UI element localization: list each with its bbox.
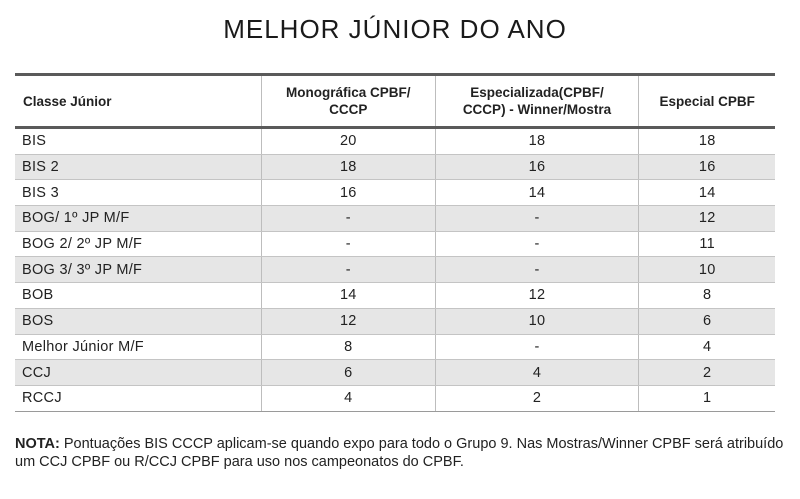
cell-classe: Melhor Júnior M/F <box>15 334 262 360</box>
cell-classe: BIS 3 <box>15 180 262 206</box>
cell-monografica: 12 <box>262 308 436 334</box>
cell-monografica: - <box>262 257 436 283</box>
table-row <box>15 257 775 283</box>
cell-monografica: 8 <box>262 334 436 360</box>
cell-especializada: 16 <box>435 154 639 180</box>
cell-especializada: - <box>435 257 639 283</box>
cell-especial: 14 <box>639 180 775 206</box>
cell-monografica: 6 <box>262 360 436 386</box>
table-row <box>15 206 775 232</box>
cell-monografica: 4 <box>262 385 436 411</box>
cell-especial: 2 <box>639 360 775 386</box>
cell-classe: BOB <box>15 283 262 309</box>
cell-especial: 16 <box>639 154 775 180</box>
scores-table <box>15 73 775 412</box>
table-row <box>15 308 775 334</box>
cell-especial: 18 <box>639 128 775 155</box>
cell-especial: 1 <box>639 385 775 411</box>
cell-especializada: 2 <box>435 385 639 411</box>
column-header-especial: Especial CPBF <box>639 75 775 128</box>
cell-classe: BIS <box>15 128 262 155</box>
table-row <box>15 180 775 206</box>
cell-especializada: 10 <box>435 308 639 334</box>
cell-especial: 8 <box>639 283 775 309</box>
cell-classe: BIS 2 <box>15 154 262 180</box>
cell-especial: 6 <box>639 308 775 334</box>
cell-monografica: 20 <box>262 128 436 155</box>
column-header-especializada: Especializada(CPBF/ CCCP) - Winner/Mostra <box>435 75 639 128</box>
cell-classe: BOG 3/ 3º JP M/F <box>15 257 262 283</box>
cell-classe: BOG/ 1º JP M/F <box>15 206 262 232</box>
cell-especializada: - <box>435 231 639 257</box>
cell-monografica: - <box>262 206 436 232</box>
cell-especializada: - <box>435 206 639 232</box>
table-row <box>15 231 775 257</box>
cell-monografica: 18 <box>262 154 436 180</box>
cell-especializada: 14 <box>435 180 639 206</box>
cell-classe: CCJ <box>15 360 262 386</box>
table-row <box>15 128 775 155</box>
cell-especializada: - <box>435 334 639 360</box>
column-header-classe: Classe Júnior <box>15 75 262 128</box>
cell-especializada: 18 <box>435 128 639 155</box>
cell-especial: 10 <box>639 257 775 283</box>
cell-classe: BOS <box>15 308 262 334</box>
cell-especial: 12 <box>639 206 775 232</box>
table-row <box>15 154 775 180</box>
cell-especial: 4 <box>639 334 775 360</box>
table-row <box>15 360 775 386</box>
table-row <box>15 283 775 309</box>
cell-classe: BOG 2/ 2º JP M/F <box>15 231 262 257</box>
footnote <box>15 435 785 471</box>
cell-classe: RCCJ <box>15 385 262 411</box>
table-body <box>15 128 775 412</box>
footnote-label: NOTA: <box>15 436 60 452</box>
cell-especial: 11 <box>639 231 775 257</box>
cell-especializada: 4 <box>435 360 639 386</box>
cell-monografica: 16 <box>262 180 436 206</box>
cell-monografica: 14 <box>262 283 436 309</box>
column-header-monografica: Monográfica CPBF/ CCCP <box>262 75 436 128</box>
page-title: MELHOR JÚNIOR DO ANO <box>223 14 567 44</box>
cell-monografica: - <box>262 231 436 257</box>
footnote-text: Pontuações BIS CCCP aplicam-se quando expo para todo o Grupo 9. Nas Mostras/Winner CPBF será atribuído um CCJ CPBF ou R/CCJ CPBF para uso nos campeonatos do CPBF. <box>15 436 784 470</box>
table-row <box>15 385 775 411</box>
table-row <box>15 334 775 360</box>
cell-especializada: 12 <box>435 283 639 309</box>
table-header-row <box>15 75 775 128</box>
